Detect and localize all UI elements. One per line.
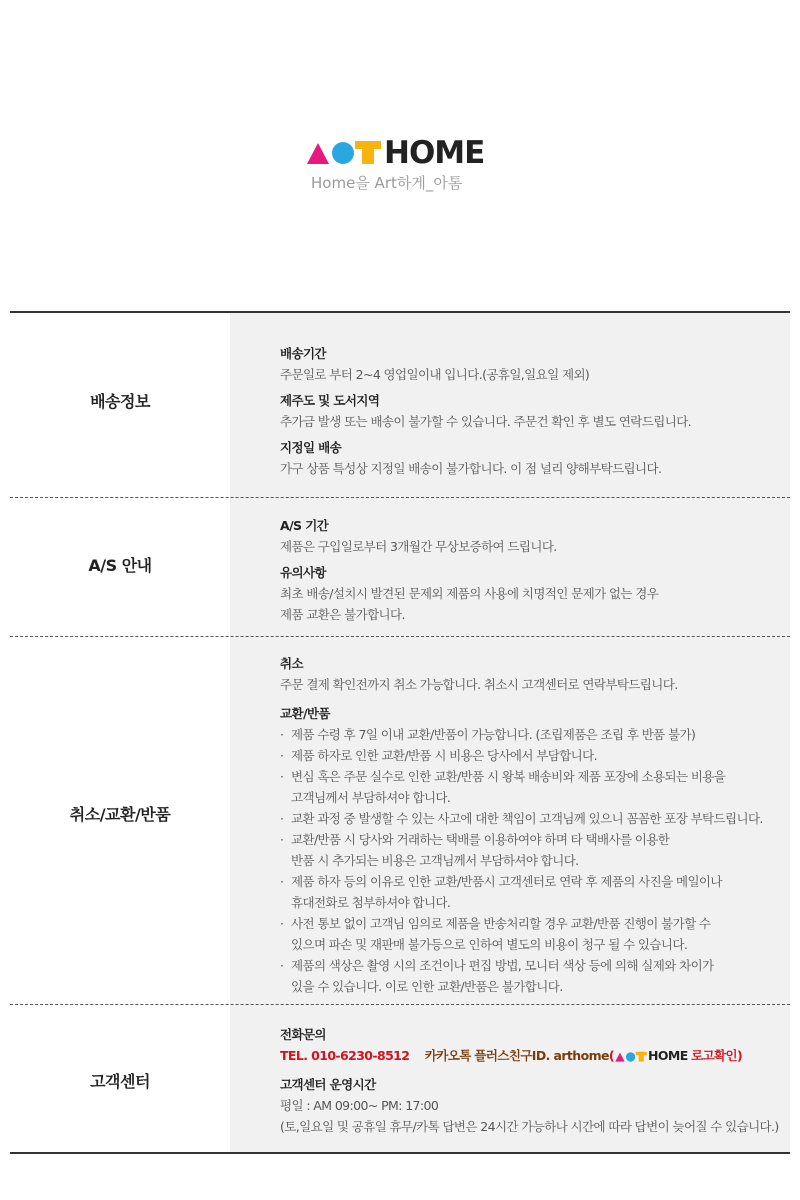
block-title: 취소 (280, 656, 303, 671)
block-text: 평일 : AM 09:00~ PM: 17:00 (280, 1098, 439, 1113)
list-item: · 사전 통보 없이 고객님 임의로 제품을 반송처리할 경우 교환/반품 진행이 불가할 수 있으며 파손 및 재판매 불가등으로 인하여 별도의 비용이 청구 될 수 있습니다. (280, 913, 763, 955)
section-label-customer-center: 고객센터 (90, 1072, 150, 1091)
cancel-block (280, 653, 763, 695)
as-notice-block (280, 562, 658, 625)
logo-wordmark: HOME (384, 135, 485, 171)
block-title: 배송기간 (280, 346, 326, 361)
block-title: 교환/반품 (280, 706, 330, 721)
shipping-period-block (280, 343, 691, 385)
block-text: 제품은 구입일로부터 3개월간 무상보증하여 드립니다. (280, 539, 557, 554)
operating-hours-block (280, 1074, 779, 1137)
block-text: 주문 결제 확인전까지 취소 가능합니다. 취소시 고객센터로 연락부탁드립니다. (280, 677, 678, 692)
section-label-as: A/S 안내 (88, 556, 152, 575)
paren-open: ( (608, 1048, 615, 1063)
section-as-content (280, 515, 658, 630)
list-item: · 제품 하자로 인한 교환/반품 시 비용은 당사에서 부담합니다. (280, 745, 763, 766)
block-text: 추가금 발생 또는 배송이 불가할 수 있습니다. 주문건 확인 후 별도 연락드립니다. (280, 414, 692, 429)
block-title: A/S 기간 (280, 518, 329, 533)
section-divider (10, 636, 790, 637)
block-text: 가구 상품 특성상 지정일 배송이 불가합니다. 이 점 널리 양해부탁드립니다. (280, 461, 662, 476)
list-item: · 제품 하자 등의 이유로 인한 교환/반품시 고객센터로 연락 후 제품의 사진을 메일이나 휴대전화로 첨부하셔야 합니다. (280, 871, 763, 913)
scheduled-delivery-block (280, 437, 691, 479)
section-returns-content (280, 653, 763, 1002)
list-item: · 제품의 색상은 촬영 시의 조건이나 편집 방법, 모니터 색상 등에 의해 실제와 차이가 있을 수 있습니다. 이로 인한 교환/반품은 불가합니다. (280, 955, 763, 997)
section-label-returns: 취소/교환/반품 (69, 805, 171, 824)
block-text: 제품 교환은 불가합니다. (280, 607, 405, 622)
block-text: (토,일요일 및 공휴일 휴무/카톡 답변은 24시간 가능하나 시간에 따라 답변이 늦어질 수 있습니다.) (280, 1119, 779, 1134)
section-divider (10, 1004, 790, 1005)
block-title: 전화문의 (280, 1027, 326, 1042)
mini-logo-wordmark: HOME (648, 1048, 688, 1063)
list-item: · 교환/반품 시 당사와 거래하는 택배를 이용하여야 하며 타 택배사를 이용한 반품 시 추가되는 비용은 고객님께서 부담하셔야 합니다. (280, 829, 763, 871)
art-logo-mark-icon (304, 138, 384, 166)
art-logo-mark-icon (614, 1050, 648, 1063)
kakao-id: 카카오톡 플러스친구ID. arthome (424, 1048, 609, 1063)
block-text: 주문일로 부터 2~4 영업일이내 입니다.(공휴일,일요일 제외) (280, 367, 590, 382)
block-title: 지정일 배송 (280, 440, 342, 455)
jeju-island-block (280, 390, 691, 432)
list-item: · 제품 수령 후 7일 이내 교환/반품이 가능합니다. (조립제품은 조립 후 반품 불가) (280, 724, 763, 745)
block-text: 최초 배송/설치시 발견된 문제외 제품의 사용에 치명적인 문제가 없는 경우 (280, 586, 659, 601)
section-shipping-content (280, 343, 691, 484)
list-item: · 교환 과정 중 발생할 수 있는 사고에 대한 책임이 고객님께 있으니 꼼꼼한 포장 부탁드립니다. (280, 808, 763, 829)
logo-confirm-text: 로고확인) (691, 1048, 743, 1063)
shopping-info-table (10, 311, 790, 1154)
phone-number[interactable]: TEL. 010-6230-8512 (280, 1048, 410, 1063)
as-period-block (280, 515, 658, 557)
phone-inquiry-block (280, 1024, 779, 1066)
logo-tagline: Home을 Art하게_아톰 (311, 174, 463, 192)
section-customer-center-content (280, 1024, 779, 1142)
contact-line (280, 1045, 779, 1066)
exchange-block (280, 703, 763, 997)
block-title: 유의사항 (280, 565, 326, 580)
block-title: 고객센터 운영시간 (280, 1077, 376, 1092)
block-title: 제주도 및 도서지역 (280, 393, 380, 408)
section-label-shipping: 배송정보 (90, 392, 150, 411)
list-item: · 변심 혹은 주문 실수로 인한 교환/반품 시 왕복 배송비와 제품 포장에 소용되는 비용을 고객님께서 부담하셔야 합니다. (280, 766, 763, 808)
brand-logo (300, 135, 500, 198)
section-divider (10, 497, 790, 498)
